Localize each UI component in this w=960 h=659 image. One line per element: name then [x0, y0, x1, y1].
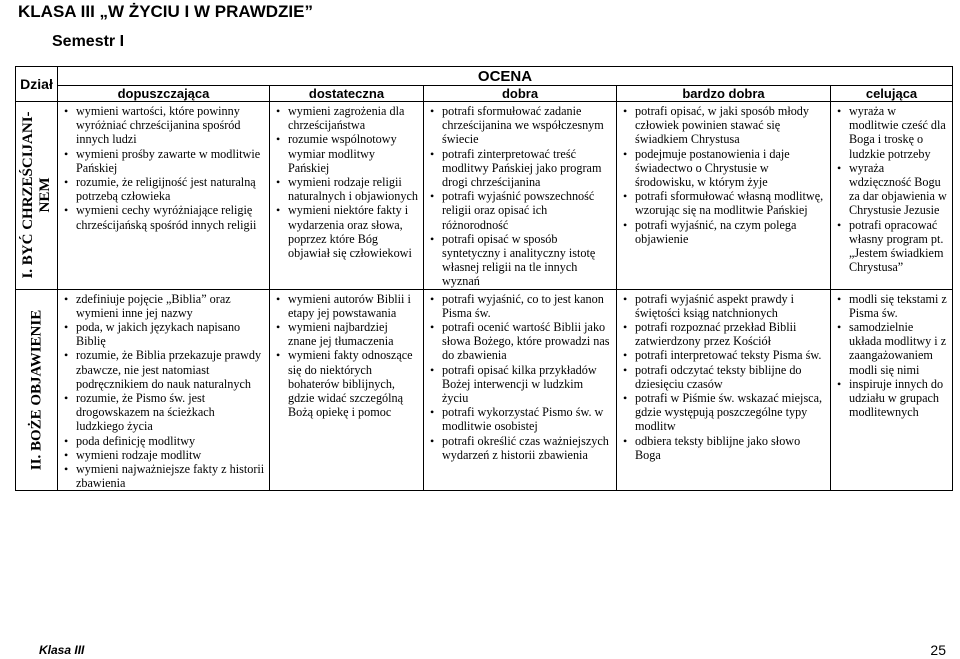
grade-header-bardzo-dobra: bardzo dobra: [617, 86, 831, 102]
column-header-dzial: Dział: [16, 67, 58, 102]
requirement-item: • poda definicję modlitwy: [62, 434, 265, 448]
requirements-cell: [831, 289, 953, 491]
requirement-item: • wymieni zagrożenia dla chrześcijaństwa: [274, 104, 419, 132]
requirements-cell: [424, 102, 617, 290]
requirement-item: • potrafi opisać, w jaki sposób młody człowiek powinien stawać się świadkiem Chrystusa: [621, 104, 826, 147]
requirements-list: [270, 102, 423, 260]
requirements-cell: [831, 102, 953, 290]
grade-header-dostateczna: dostateczna: [270, 86, 424, 102]
requirement-item: • wyraża wdzięczność Bogu za dar objawienia w Chrystusie Jezusie: [835, 161, 948, 218]
requirement-item: • potrafi wyjaśnić powszechność religii oraz opisać ich różnorodność: [428, 189, 612, 232]
section-name-cell: [16, 102, 58, 290]
requirements-cell: [58, 289, 270, 491]
document-title: KLASA III „W ŻYCIU I W PRAWDZIE”: [18, 2, 313, 21]
requirement-item: • potrafi wyjaśnić aspekt prawdy i świętości ksiąg natchnionych: [621, 292, 826, 320]
requirements-list: [270, 290, 423, 420]
requirement-item: • potrafi odczytać teksty biblijne do dziesięciu czasów: [621, 363, 826, 391]
requirements-list: [424, 290, 616, 462]
page-number: 25: [930, 642, 946, 658]
section-name: II. BOŻE OBJAWIENIE: [28, 309, 44, 471]
requirements-list: [424, 102, 616, 289]
requirement-item: • poda, w jakich językach napisano Biblię: [62, 320, 265, 348]
requirements-cell: [617, 102, 831, 290]
requirement-item: • podejmuje postanowienia i daje świadectwo o Chrystusie w środowisku, w którym żyje: [621, 147, 826, 190]
requirement-item: • potrafi opracować własny program pt. „Jestem świadkiem Chrystusa”: [835, 218, 948, 275]
requirements-cell: [617, 289, 831, 491]
requirement-item: • wymieni prośby zawarte w modlitwie Pańskiej: [62, 147, 265, 175]
requirement-item: • potrafi wyjaśnić, co to jest kanon Pisma św.: [428, 292, 612, 320]
requirement-item: • rozumie, że Pismo św. jest drogowskazem na ścieżkach ludzkiego życia: [62, 391, 265, 434]
semester-label: Semestr I: [52, 33, 125, 50]
grade-header-celujaca: celująca: [831, 86, 953, 102]
requirement-item: • wyraża w modlitwie cześć dla Boga i troskę o ludzkie potrzeby: [835, 104, 948, 161]
requirements-list: [831, 102, 952, 274]
requirement-item: • potrafi opisać kilka przykładów Bożej interwencji w ludzkim życiu: [428, 363, 612, 406]
grade-header-dobra: dobra: [424, 86, 617, 102]
requirement-item: • potrafi określić czas ważniejszych wydarzeń z historii zbawienia: [428, 434, 612, 462]
requirement-item: • wymieni autorów Biblii i etapy jej powstawania: [274, 292, 419, 320]
requirement-item: • wymieni fakty odnoszące się do niektórych bohaterów biblijnych, gdzie widać szczególną Bożą opiekę i pomoc: [274, 348, 419, 419]
requirements-cell: [58, 102, 270, 290]
requirement-item: • wymieni cechy wyróżniające religię chrześcijańską spośród innych religii: [62, 203, 265, 231]
column-header-ocena: OCENA: [58, 67, 953, 86]
requirements-list: [58, 290, 269, 491]
requirement-item: • rozumie, że religijność jest naturalną potrzebą człowieka: [62, 175, 265, 203]
section-name-cell: [16, 289, 58, 491]
requirement-item: • wymieni najbardziej znane jej tłumaczenia: [274, 320, 419, 348]
requirement-item: • odbiera teksty biblijne jako słowo Boga: [621, 434, 826, 462]
requirements-cell: [270, 102, 424, 290]
requirements-list: [617, 290, 830, 462]
requirement-item: • zdefiniuje pojęcie „Biblia” oraz wymieni inne jej nazwy: [62, 292, 265, 320]
requirement-item: • wymieni rodzaje modlitw: [62, 448, 265, 462]
requirement-item: • rozumie wspólnotowy wymiar modlitwy Pańskiej: [274, 132, 419, 175]
requirements-cell: [270, 289, 424, 491]
requirement-item: • rozumie, że Biblia przekazuje prawdy zbawcze, nie jest natomiast podręcznikiem do nauk naturalnych: [62, 348, 265, 391]
requirement-item: • samodzielnie układa modlitwy i z zaangażowaniem modli się nimi: [835, 320, 948, 377]
requirements-list: [58, 102, 269, 232]
requirement-item: • potrafi wykorzystać Pismo św. w modlitwie osobistej: [428, 405, 612, 433]
requirement-item: • potrafi rozpoznać przekład Biblii zatwierdzony przez Kościół: [621, 320, 826, 348]
requirements-cell: [424, 289, 617, 491]
requirement-item: • potrafi sformułować zadanie chrześcijanina we współczesnym świecie: [428, 104, 612, 147]
section-row: [16, 102, 953, 290]
requirement-item: • wymieni niektóre fakty i wydarzenia oraz słowa, poprzez które Bóg objawiał się człowiekowi: [274, 203, 419, 260]
requirement-item: • potrafi sformułować własną modlitwę, wzorując się na modlitwie Pańskiej: [621, 189, 826, 217]
requirement-item: • potrafi ocenić wartość Biblii jako słowa Bożego, które prowadzi nas do zbawienia: [428, 320, 612, 363]
grade-header-dopuszczajaca: dopuszczająca: [58, 86, 270, 102]
grading-table: [15, 66, 953, 491]
requirement-item: • potrafi zinterpretować treść modlitwy Pańskiej jako program drogi chrześcijanina: [428, 147, 612, 190]
footer-class-label: Klasa III: [39, 643, 85, 657]
section-name: I. BYĆ CHRZEŚCIJANI- NEM: [19, 111, 53, 279]
requirements-list: [831, 290, 952, 420]
requirement-item: • wymieni najważniejsze fakty z historii zbawienia: [62, 462, 265, 490]
requirement-item: • potrafi wyjaśnić, na czym polega objawienie: [621, 218, 826, 246]
section-row: [16, 289, 953, 491]
requirement-item: • inspiruje innych do udziału w grupach modlitewnych: [835, 377, 948, 420]
requirement-item: • wymieni rodzaje religii naturalnych i objawionych: [274, 175, 419, 203]
requirement-item: • potrafi w Piśmie św. wskazać miejsca, gdzie występują poszczególne typy modlitw: [621, 391, 826, 434]
requirement-item: • wymieni wartości, które powinny wyróżniać chrześcijanina spośród innych ludzi: [62, 104, 265, 147]
requirement-item: • modli się tekstami z Pisma św.: [835, 292, 948, 320]
requirement-item: • potrafi opisać w sposób syntetyczny i analityczny istotę własnej religii na tle innych wyznań: [428, 232, 612, 289]
requirement-item: • potrafi interpretować teksty Pisma św.: [621, 348, 826, 362]
requirements-list: [617, 102, 830, 246]
